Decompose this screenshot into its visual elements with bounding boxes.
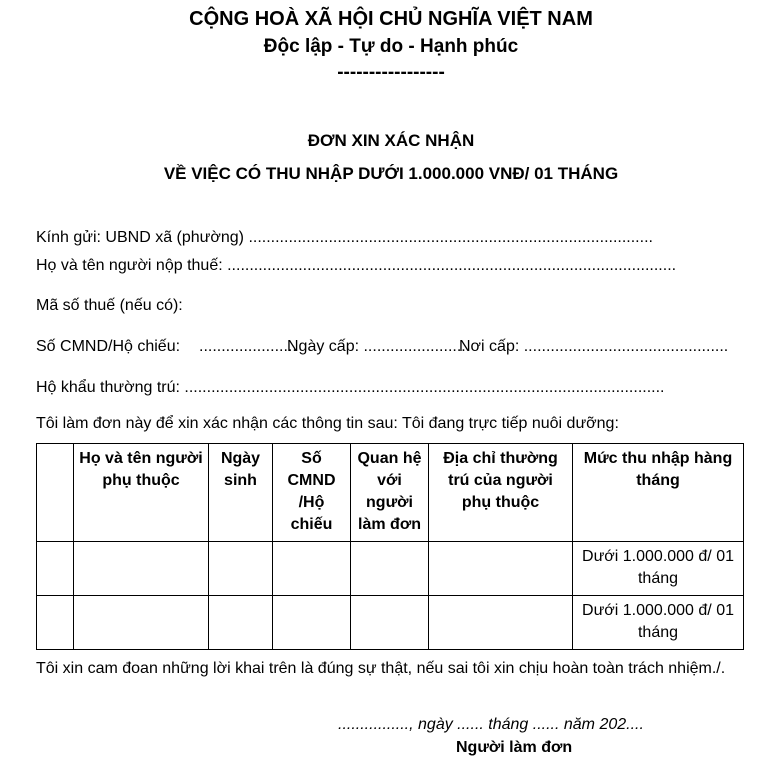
document-title: ĐƠN XIN XÁC NHẬN: [307, 131, 475, 150]
table-cell: [37, 596, 74, 650]
table-cell: [74, 542, 209, 596]
table-row: [37, 542, 744, 596]
table-cell: [429, 596, 573, 650]
field-tax-code: Mã số thuế (nếu có):: [36, 297, 183, 314]
income-cell: Dưới 1.000.000 đ/ 01 tháng: [573, 542, 744, 596]
table-cell: [209, 542, 273, 596]
field-issue-date: Ngày cấp: .......................: [287, 338, 466, 355]
motto: Độc lập - Tự do - Hạnh phúc: [263, 36, 519, 57]
header-separator: -----------------: [337, 62, 445, 83]
field-residence: Hộ khẩu thường trú: ............................................................................................................: [36, 379, 665, 396]
table-cell: [273, 542, 351, 596]
header-index: [37, 444, 74, 542]
field-id-dots: ......................: [199, 338, 297, 355]
table-cell: [74, 596, 209, 650]
table-row: [37, 596, 744, 650]
table-cell: [351, 596, 429, 650]
field-name: Họ và tên người nộp thuế: .....................................................................................................: [36, 257, 677, 274]
date-line: ................, ngày ...... tháng ...... năm 202....: [338, 716, 644, 733]
field-id-label: Số CMND/Hộ chiếu:: [36, 338, 181, 355]
commitment-text: Tôi xin cam đoan những lời khai trên là đúng sự thật, nếu sai tôi xin chịu hoàn toàn trách nhiệm./.: [36, 660, 726, 677]
income-cell: Dưới 1.000.000 đ/ 01 tháng: [573, 596, 744, 650]
dependents-table: [36, 443, 744, 650]
intro-text: Tôi làm đơn này để xin xác nhận các thông tin sau: Tôi đang trực tiếp nuôi dưỡng:: [36, 415, 619, 432]
national-title: CỘNG HOÀ XÃ HỘI CHỦ NGHĨA VIỆT NAM: [189, 8, 593, 30]
field-to: Kính gửi: UBND xã (phường) ...........................................................................................: [36, 229, 653, 246]
header-income: Mức thu nhập hàng tháng: [573, 444, 744, 542]
document-subtitle: VỀ VIỆC CÓ THU NHẬP DƯỚI 1.000.000 VNĐ/ 01 THÁNG: [163, 164, 619, 183]
table-header-row: [37, 444, 744, 542]
header-birth-date: Ngày sinh: [209, 444, 273, 542]
table-cell: [273, 596, 351, 650]
table-cell: [351, 542, 429, 596]
field-issue-place: Nơi cấp: ..............................................: [459, 338, 729, 355]
header-id-number: Số CMND /Hộ chiếu: [273, 444, 351, 542]
header-address: Địa chỉ thường trú của người phụ thuộc: [429, 444, 573, 542]
signer-label: Người làm đơn: [456, 739, 573, 756]
header-dependent-name: Họ và tên người phụ thuộc: [74, 444, 209, 542]
table-cell: [429, 542, 573, 596]
header-relationship: Quan hệ với người làm đơn: [351, 444, 429, 542]
table-cell: [209, 596, 273, 650]
table-cell: [37, 542, 74, 596]
